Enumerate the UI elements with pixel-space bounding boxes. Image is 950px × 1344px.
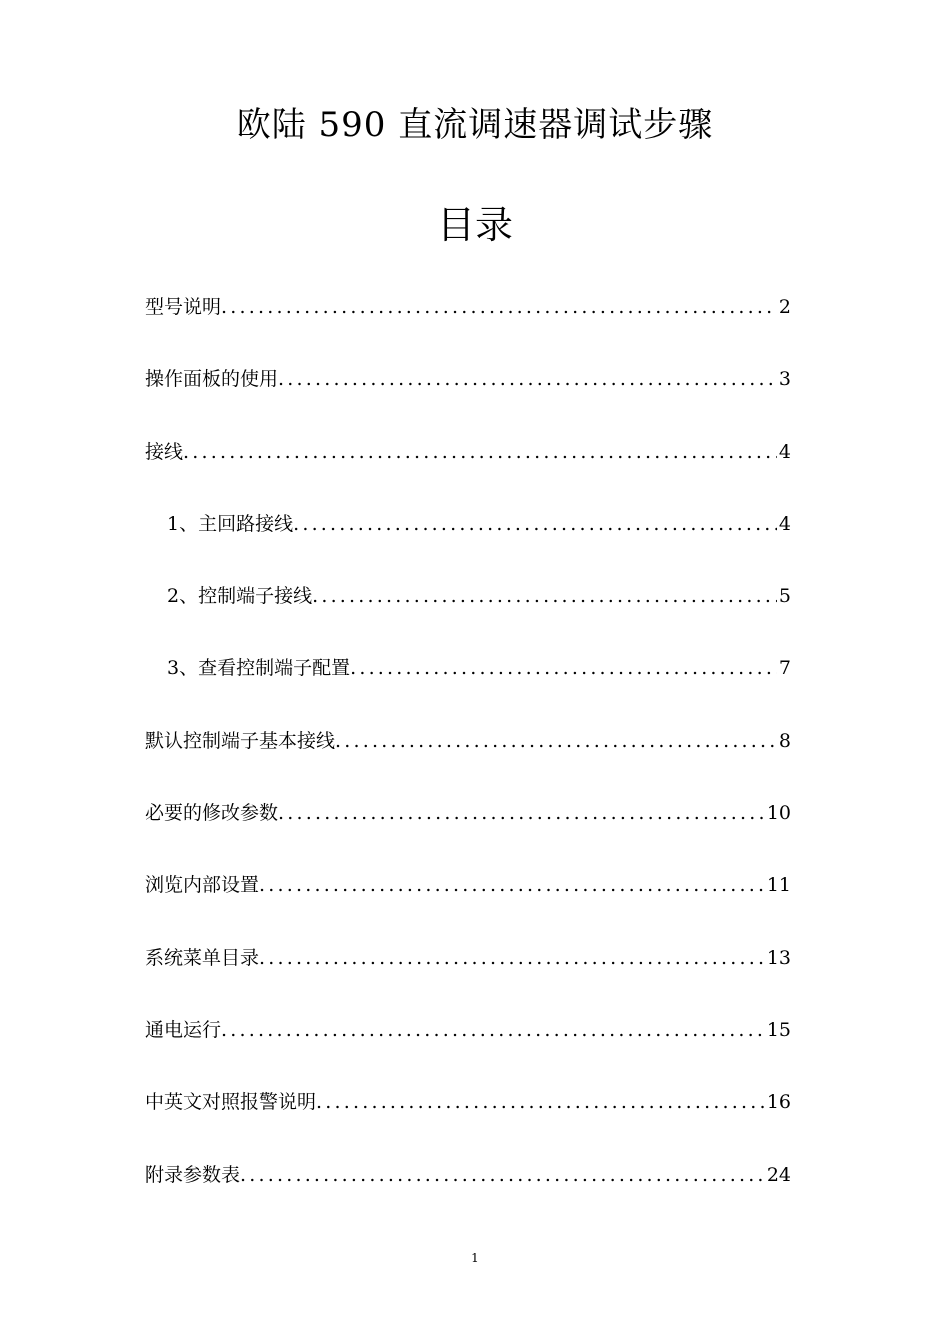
toc-entry-page: 15	[766, 1018, 791, 1041]
toc-entry-label: 型号说明	[145, 296, 222, 318]
toc-dot-leader	[221, 1013, 765, 1047]
toc-heading: 目录	[436, 203, 513, 247]
page-number: 1	[471, 1251, 479, 1265]
toc-entry-label: 附录参数表	[145, 1163, 241, 1186]
document-title: 欧陆 590 直流调速器调试步骤	[236, 105, 714, 145]
toc-entry-control-terminal-wiring[interactable]	[145, 579, 791, 651]
toc-entry-label: 系统菜单目录	[145, 946, 260, 969]
toc-dot-leader	[278, 362, 777, 396]
toc-entry-system-menu[interactable]	[145, 941, 791, 1013]
toc-entry-label: 1、主回路接线	[167, 512, 294, 535]
toc-dot-leader	[183, 435, 777, 469]
toc-entry-page: 7	[778, 657, 791, 680]
toc-entry-power-on-run[interactable]	[145, 1013, 791, 1085]
toc-dot-leader	[278, 796, 765, 830]
toc-entry-label: 3、查看控制端子配置	[167, 657, 351, 680]
toc-entry-page: 13	[766, 946, 791, 969]
toc-dot-leader	[259, 868, 765, 902]
toc-dot-leader	[350, 651, 777, 685]
toc-dot-leader	[259, 941, 765, 975]
toc-dot-leader	[335, 724, 777, 758]
toc-entry-page: 10	[766, 802, 791, 825]
toc-entry-page: 16	[766, 1091, 791, 1114]
toc-entry-default-terminal-wiring[interactable]	[145, 724, 791, 796]
toc-entry-alarm-descriptions[interactable]	[145, 1085, 791, 1157]
toc-dot-leader	[240, 1158, 765, 1192]
toc-entry-label: 操作面板的使用	[145, 368, 279, 391]
toc-entry-label: 2、控制端子接线	[167, 585, 313, 608]
toc-entry-label: 接线	[145, 440, 184, 463]
toc-entry-label: 必要的修改参数	[145, 802, 279, 825]
toc-entry-page: 4	[778, 512, 791, 535]
toc-entry-browse-internal-settings[interactable]	[145, 868, 791, 940]
toc-entry-page: 11	[766, 874, 791, 897]
toc-dot-leader	[293, 507, 777, 541]
toc-dot-leader	[316, 1085, 765, 1119]
toc-entry-label: 中英文对照报警说明	[145, 1091, 317, 1114]
toc-entry-label: 浏览内部设置	[145, 874, 260, 897]
toc-entry-wiring[interactable]	[145, 435, 791, 507]
toc-entry-page: 5	[778, 585, 791, 608]
toc-dot-leader	[221, 290, 777, 324]
toc-entry-page: 2	[778, 296, 791, 318]
toc-entry-required-parameters[interactable]	[145, 796, 791, 868]
toc-entry-operation-panel[interactable]	[145, 362, 791, 434]
table-of-contents	[145, 290, 791, 1230]
toc-entry-page: 8	[778, 729, 791, 752]
toc-dot-leader	[312, 579, 777, 613]
toc-entry-page: 3	[778, 368, 791, 391]
toc-entry-appendix-parameters[interactable]	[145, 1158, 791, 1230]
toc-entry-label: 通电运行	[145, 1018, 222, 1041]
toc-entry-view-terminal-config[interactable]	[145, 651, 791, 723]
toc-entry-label: 默认控制端子基本接线	[145, 729, 336, 752]
toc-entry-main-circuit-wiring[interactable]	[145, 507, 791, 579]
toc-entry-page: 4	[778, 440, 791, 463]
toc-entry-model-description[interactable]	[145, 290, 791, 362]
toc-entry-page: 24	[766, 1163, 791, 1186]
